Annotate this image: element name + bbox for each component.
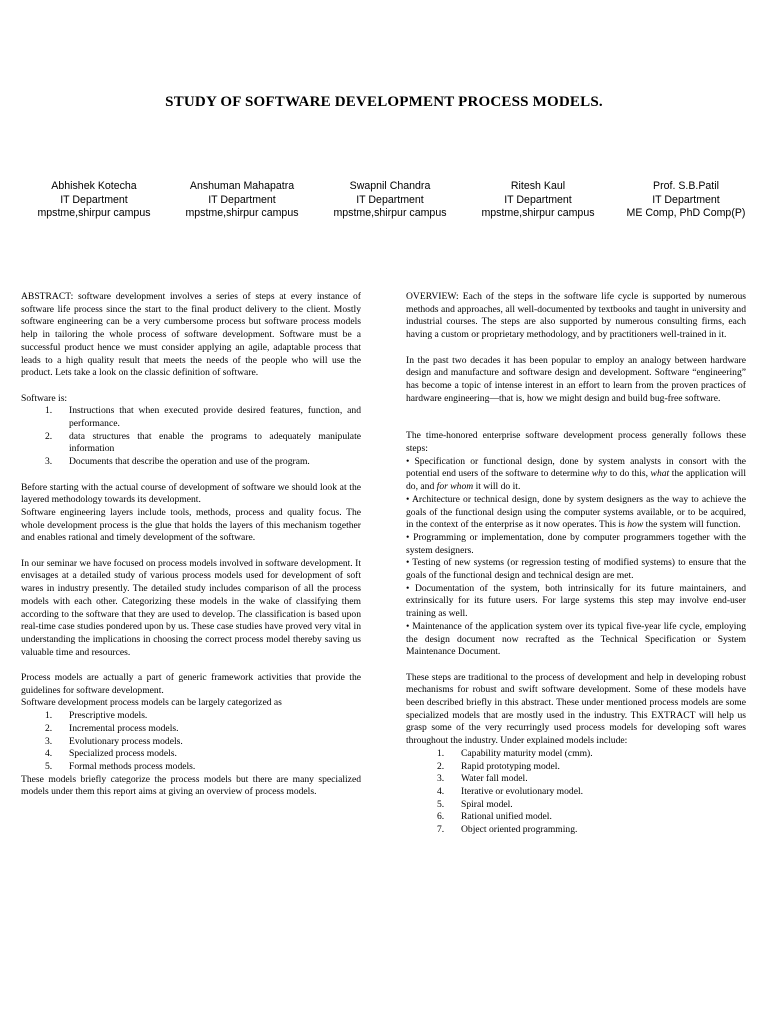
list-item: 6. Rational unified model. <box>437 811 552 823</box>
author-affiliation: mpstme,shirpur campus <box>481 207 595 219</box>
author-block <box>168 180 316 221</box>
author-block <box>20 180 168 221</box>
category-list <box>21 710 361 774</box>
overview-paragraph: OVERVIEW: Each of the steps in the software life cycle is supported by numerous methods and approaches, all well-documented by textbooks and taught in university and industrial courses. The steps are also supported by numerous consulting firms, each having a custom or proprietary methodology, and by practitioners well-trained in it. <box>406 291 746 341</box>
software-is-heading: Software is: <box>21 392 68 404</box>
author-name: Abhishek Kotecha <box>51 180 137 192</box>
step-bullet: • Documentation of the system, both intrinsically for its future maintainers, and extrinsically for its future users. For large systems this step may involve end-user training as well. <box>406 582 746 620</box>
author-block <box>464 180 612 221</box>
author-affiliation: ME Comp, PhD Comp(P) <box>626 207 746 219</box>
author-list <box>20 180 760 221</box>
step-bullet: • Maintenance of the application system over its typical five-year life cycle, employing the design document now recrafted as the Technical Specification or System Maintenance Document. <box>406 620 746 658</box>
author-department: IT Department <box>208 193 276 206</box>
past-decades-paragraph: In the past two decades it has been popular to employ an analogy between hardware design and manufacture and software design and development. Software “engineering” has become a topic of intense interest in an effort to learn from the proven practices of hardware engineering—that is, how we might design and build bug-free software. <box>406 354 746 404</box>
step-bullet: • Testing of new systems (or regression testing of modified systems) to ensure that the goals of the functional design and technical design are met. <box>406 557 746 582</box>
categorized-paragraph: Software development process models can be largely categorized as <box>21 697 282 709</box>
list-item: 5. Formal methods process models. <box>45 760 196 772</box>
author-name: Prof. S.B.Patil <box>653 180 719 192</box>
list-item: 2. data structures that enable the programs to adequately manipulate information <box>45 430 361 455</box>
seminar-paragraph: In our seminar we have focused on process models involved in software development. It envisages at a detailed study of various process models used for development of soft wares in industry presently. The detailed study includes comparison of all the process models with each other. Categorizing these models in the wake of classifying them according to the software that they are used to develop. The classification is based upon real-time case studies pondered upon by us. These case studies have proved very vital in understanding the implications in choosing the correct process model thereby saving us valuable time and resources. <box>21 557 361 658</box>
closing-paragraph: These models briefly categorize the process models but there are many specialized models under them this report aims at giving an overview of process models. <box>21 773 361 798</box>
author-affiliation: mpstme,shirpur campus <box>185 207 299 219</box>
author-department: IT Department <box>652 193 720 206</box>
list-item: 7. Object oriented programming. <box>437 824 578 836</box>
author-name: Anshuman Mahapatra <box>189 180 295 192</box>
author-block <box>612 180 760 221</box>
author-department: IT Department <box>504 193 572 206</box>
author-block <box>316 180 464 221</box>
traditional-paragraph: These steps are traditional to the process of development and help in developing robust mechanisms for robust and swift software development. Some of these models have been described briefly in this abstract. These under mentioned process models are some specialized models that are mostly used in the industry. This EXTRACT will help us grasp some of the very recurringly used process models for developing soft wares throughout the industry. Under explained models include: <box>406 671 746 747</box>
left-column <box>21 291 361 799</box>
list-item: 3. Documents that describe the operation and use of the program. <box>45 456 310 468</box>
list-item: 2. Incremental process models. <box>45 722 179 734</box>
list-item: 1. Prescriptive models. <box>45 710 148 722</box>
step-bullet: • Architecture or technical design, done by system designers as the way to achieve the goals of the functional design using the computer systems available, or to be acquired, in the context of the enterprise as it now operates. This is how the system will function. <box>406 493 746 531</box>
author-department: IT Department <box>356 193 424 206</box>
step-bullet: • Programming or implementation, done by computer programmers together with the system designers. <box>406 531 746 556</box>
list-item: 3. Water fall model. <box>437 773 528 785</box>
list-item: 4. Iterative or evolutionary model. <box>437 785 584 797</box>
list-item: 3. Evolutionary process models. <box>45 735 183 747</box>
process-models-paragraph: Process models are actually a part of generic framework activities that provide the guidelines for software development. <box>21 672 361 696</box>
software-definition-list <box>21 405 361 469</box>
author-department: IT Department <box>60 193 128 206</box>
abstract-paragraph: ABSTRACT: software development involves a series of steps at every instance of software life process since the start to the final product delivery to the client. Mostly software engineering can be a very cumbersome process but software process models help in tailoring the whole process of software development. Software must be a successful product hence we must consider applying an agile, adaptable process that leads to a high quality result that meets the needs of the people who will use the product. Lets take a look on the classic definition of software. <box>21 291 361 379</box>
list-item: 5. Spiral model. <box>437 798 513 810</box>
list-item: 1. Capability maturity model (cmm). <box>437 747 593 759</box>
enterprise-paragraph: The time-honored enterprise software development process generally follows these steps: <box>406 430 746 455</box>
step-bullet: • Specification or functional design, done by system analysts in consort with the potential end users of the software to determine why to do this, what the application will do, and for whom it will do it. <box>406 455 746 493</box>
author-name: Ritesh Kaul <box>510 180 566 192</box>
author-affiliation: mpstme,shirpur campus <box>333 207 447 219</box>
author-affiliation: mpstme,shirpur campus <box>37 207 151 219</box>
list-item: 1. Instructions that when executed provide desired features, function, and performance. <box>45 405 361 430</box>
right-column <box>406 291 746 837</box>
list-item: 2. Rapid prototyping model. <box>437 760 560 772</box>
models-list <box>406 748 746 837</box>
list-item: 4. Specialized process models. <box>45 748 177 760</box>
steps-list <box>406 456 746 659</box>
layers-paragraph: Software engineering layers include tools, methods, process and quality focus. The whole development process is the glue that holds the layers of this mechanism together and enables rational and timely development of the software. <box>21 506 361 544</box>
paper-title: STUDY OF SOFTWARE DEVELOPMENT PROCESS MODELS. <box>165 94 603 110</box>
author-name: Swapnil Chandra <box>349 180 431 192</box>
before-paragraph: Before starting with the actual course of development of software we should look at the layered methodology towards its development. <box>21 481 361 506</box>
